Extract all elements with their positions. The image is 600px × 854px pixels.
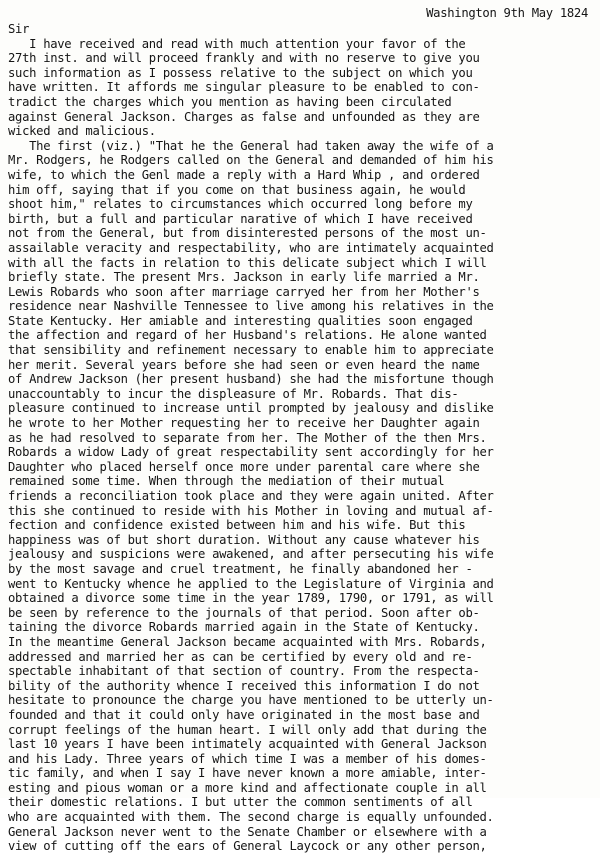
letter-text-line: The first (viz.) "That he the General had taken away the wife of a — [8, 138, 494, 153]
letter-text-line: tic family, and when I say I have never known a more amiable, inter- — [8, 766, 487, 781]
letter-text-line: assailable veracity and respectability, who are intimately acquainted — [8, 240, 494, 255]
letter-text-line: jealousy and suspicions were awakened, and after persecuting his wife — [8, 547, 494, 562]
letter-text-line: briefly state. The present Mrs. Jackson in early life married a Mr. — [8, 270, 480, 285]
letter-text-line: who are acquainted with them. The second charge is equally unfounded. — [8, 810, 494, 825]
letter-text-line: residence near Nashville Tennessee to live among his relatives in the — [8, 299, 494, 314]
letter-text-line: fection and confidence existed between him and his wife. But this — [8, 518, 466, 533]
letter-text-line: Mr. Rodgers, he Rodgers called on the General and demanded of him his — [8, 153, 494, 168]
letter-text-line: him off, saying that if you come on that business again, he would — [8, 182, 466, 197]
letter-body — [8, 22, 600, 854]
letter-text-line: State Kentucky. Her amiable and interesting qualities soon engaged — [8, 313, 473, 328]
letter-text-line: of Andrew Jackson (her present husband) she had the misfortune though — [8, 372, 494, 387]
letter-text-line: obtained a divorce some time in the year 1789, 1790, or 1791, as will — [8, 591, 494, 606]
letter-text-line: founded and that it could only have originated in the most base and — [8, 707, 480, 722]
letter-text-line: remained some time. When through the mediation of their mutual — [8, 474, 445, 489]
letter-dateline: Washington 9th May 1824 — [426, 6, 588, 20]
letter-text-line: birth, but a full and particular narative of which I have received — [8, 211, 473, 226]
letter-text-line: not from the General, but from disinterested persons of the most un- — [8, 226, 487, 241]
letter-text-line: esting and pious woman or a more kind and affectionate couple in all — [8, 780, 487, 795]
letter-text-line: General Jackson never went to the Senate Chamber or elsewhere with a — [8, 824, 487, 839]
letter-text-line: In the meantime General Jackson became acquainted with Mrs. Robards, — [8, 634, 487, 649]
letter-text-line: as he had resolved to separate from her. The Mother of the then Mrs. — [8, 430, 487, 445]
letter-text-line: I have received and read with much attention your favor of the — [8, 36, 466, 51]
letter-text-line: Robards a widow Lady of great respectability sent accordingly for her — [8, 445, 494, 460]
letter-text-line: with all the facts in relation to this delicate subject which I will — [8, 255, 487, 270]
letter-text-line: hesitate to pronounce the charge you have mentioned to be utterly un- — [8, 693, 494, 708]
letter-text-line: their domestic relations. I but utter the common sentiments of all — [8, 795, 473, 810]
letter-text-line: wicked and malicious. — [8, 124, 156, 139]
letter-text-line: the affection and regard of her Husband's relations. He alone wanted — [8, 328, 487, 343]
letter-text-line: have written. It affords me singular pleasure to be enabled to con- — [8, 80, 480, 95]
letter-text-line: tradict the charges which you mention as having been circulated — [8, 94, 452, 109]
letter-text-line: shoot him," relates to circumstances which occurred long before my — [8, 197, 473, 212]
letter-text-line: that sensibility and refinement necessary to enable him to appreciate — [8, 343, 494, 358]
letter-text-line: Lewis Robards who soon after marriage carryed her from her Mother's — [8, 284, 480, 299]
letter-salutation: Sir — [8, 22, 30, 36]
letter-text-line: her merit. Several years before she had seen or even heard the name — [8, 357, 480, 372]
letter-text-line: wife, to which the Genl made a reply with a Hard Whip , and ordered — [8, 167, 480, 182]
letter-text-line: he wrote to her Mother requesting her to receive her Daughter again — [8, 416, 480, 431]
letter-text-line: by the most savage and cruel treatment, he finally abandoned her - — [8, 561, 473, 576]
letter-text-line: unaccountably to incur the displeasure of Mr. Robards. That dis- — [8, 386, 459, 401]
letter-text-line: friends a reconciliation took place and they were again united. After — [8, 489, 494, 503]
letter-text-line: addressed and married her as can be certified by every old and re- — [8, 649, 473, 664]
letter-text-line: against General Jackson. Charges as false and unfounded as they are — [8, 109, 480, 124]
letter-text-line: went to Kentucky whence he applied to the Legislature of Virginia and — [8, 576, 494, 591]
letter-text-line: happiness was of but short duration. Without any cause whatever his — [8, 532, 480, 547]
letter-text-line: such information as I possess relative to the subject on which you — [8, 65, 473, 80]
letter-text-line: this she continued to reside with his Mother in loving and mutual af- — [8, 503, 494, 518]
letter-text-line: be seen by reference to the journals of that period. Soon after ob- — [8, 605, 480, 620]
letter-text-line: pleasure continued to increase until prompted by jealousy and dislike — [8, 401, 494, 416]
letter-text-line: bility of the authority whence I received this information I do not — [8, 678, 480, 693]
letter-text-line: last 10 years I have been intimately acquainted with General Jackson — [8, 737, 487, 752]
letter-text-line: and his Lady. Three years of which time I was a member of his domes- — [8, 751, 487, 766]
letter-text-line: taining the divorce Robards married again in the State of Kentucky. — [8, 620, 480, 635]
letter-text-line: corrupt feelings of the human heart. I will only add that during the — [8, 722, 487, 737]
letter-text-line: spectable inhabitant of that section of country. From the respecta- — [8, 664, 480, 679]
letter-text-line: Daughter who placed herself once more under parental care where she — [8, 459, 480, 474]
letter-text-line: 27th inst. and will proceed frankly and with no reserve to give you — [8, 51, 480, 66]
letter-text-line: view of cutting off the ears of General Laycock or any other person, — [8, 839, 487, 854]
